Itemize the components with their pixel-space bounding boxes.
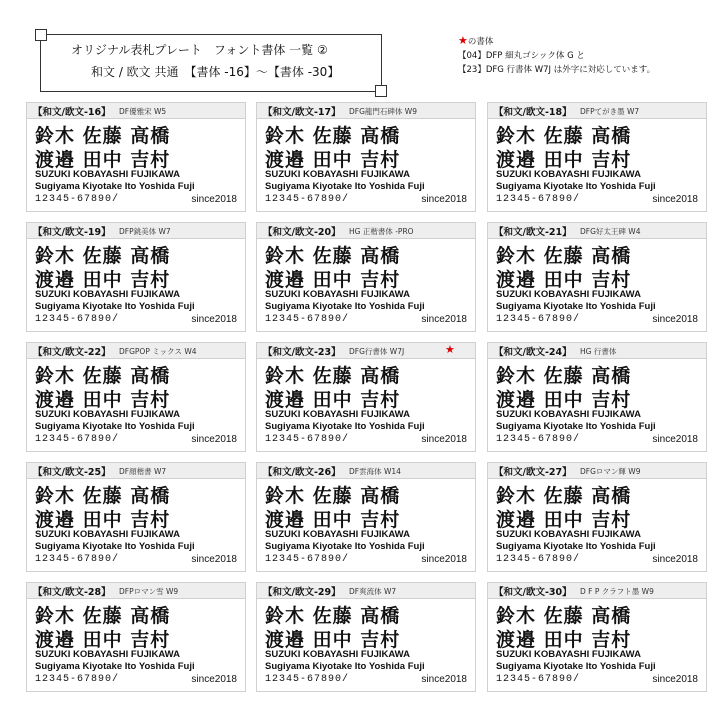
card-header xyxy=(257,103,475,119)
sample-digits: 12345-67890/ xyxy=(265,554,350,565)
sample-digits: 12345-67890/ xyxy=(496,554,581,565)
sample-english-row-1: SUZUKI KOBAYASHI FUJIKAWA xyxy=(35,649,180,660)
sample-english-row-1: SUZUKI KOBAYASHI FUJIKAWA xyxy=(35,409,180,420)
note-heading: の書体 xyxy=(467,37,494,47)
sample-digits: 12345-67890/ xyxy=(35,554,120,565)
sample-kanji-row-1: 鈴木 佐藤 高橋 xyxy=(35,605,171,627)
card-header xyxy=(27,343,245,359)
card-code: 【和文/欧文-24】 xyxy=(494,347,572,358)
page-title: オリジナル表札プレート フォント書体 一覧 ② xyxy=(71,43,328,57)
sample-kanji-row-1: 鈴木 佐藤 高橋 xyxy=(265,485,401,507)
card-header xyxy=(27,583,245,599)
sample-english-row-1: SUZUKI KOBAYASHI FUJIKAWA xyxy=(35,289,180,300)
card-header xyxy=(257,463,475,479)
sample-kanji-row-1: 鈴木 佐藤 高橋 xyxy=(265,365,401,387)
card-font-name: DF顔楷書 W7 xyxy=(119,467,167,476)
sample-english-row-2: Sugiyama Kiyotake Ito Yoshida Fuji xyxy=(35,541,195,552)
font-card xyxy=(256,222,476,332)
sample-kanji-row-1: 鈴木 佐藤 高橋 xyxy=(496,125,632,147)
sample-since: since2018 xyxy=(652,314,698,325)
font-card xyxy=(487,582,707,692)
card-header xyxy=(488,103,706,119)
card-header xyxy=(488,343,706,359)
card-code: 【和文/欧文-20】 xyxy=(263,227,341,238)
sample-kanji-row-2: 渡邉 田中 吉村 xyxy=(496,389,632,411)
font-card xyxy=(256,342,476,452)
sample-english-row-2: Sugiyama Kiyotake Ito Yoshida Fuji xyxy=(265,301,425,312)
sample-since: since2018 xyxy=(421,434,467,445)
sample-digits: 12345-67890/ xyxy=(496,434,581,445)
sample-digits: 12345-67890/ xyxy=(35,674,120,685)
sample-since: since2018 xyxy=(191,554,237,565)
sample-kanji-row-1: 鈴木 佐藤 高橋 xyxy=(265,125,401,147)
card-code: 【和文/欧文-17】 xyxy=(263,107,341,118)
sample-english-row-1: SUZUKI KOBAYASHI FUJIKAWA xyxy=(265,169,410,180)
sample-english-row-2: Sugiyama Kiyotake Ito Yoshida Fuji xyxy=(35,181,195,192)
sample-kanji-row-2: 渡邉 田中 吉村 xyxy=(35,269,171,291)
card-code: 【和文/欧文-25】 xyxy=(33,467,111,478)
sample-english-row-2: Sugiyama Kiyotake Ito Yoshida Fuji xyxy=(496,301,656,312)
sample-english-row-2: Sugiyama Kiyotake Ito Yoshida Fuji xyxy=(496,181,656,192)
sample-kanji-row-1: 鈴木 佐藤 高橋 xyxy=(35,245,171,267)
sample-since: since2018 xyxy=(652,434,698,445)
sample-kanji-row-2: 渡邉 田中 吉村 xyxy=(496,509,632,531)
sample-english-row-1: SUZUKI KOBAYASHI FUJIKAWA xyxy=(496,649,641,660)
font-card xyxy=(256,462,476,572)
sample-english-row-2: Sugiyama Kiyotake Ito Yoshida Fuji xyxy=(496,541,656,552)
sample-english-row-1: SUZUKI KOBAYASHI FUJIKAWA xyxy=(265,649,410,660)
sample-kanji-row-2: 渡邉 田中 吉村 xyxy=(35,149,171,171)
sample-english-row-2: Sugiyama Kiyotake Ito Yoshida Fuji xyxy=(496,421,656,432)
sample-kanji-row-2: 渡邉 田中 吉村 xyxy=(35,389,171,411)
sample-since: since2018 xyxy=(421,674,467,685)
sample-digits: 12345-67890/ xyxy=(35,314,120,325)
font-card xyxy=(487,462,707,572)
sample-english-row-1: SUZUKI KOBAYASHI FUJIKAWA xyxy=(265,529,410,540)
sample-english-row-2: Sugiyama Kiyotake Ito Yoshida Fuji xyxy=(265,661,425,672)
sample-kanji-row-2: 渡邉 田中 吉村 xyxy=(496,149,632,171)
sample-digits: 12345-67890/ xyxy=(265,314,350,325)
sample-english-row-2: Sugiyama Kiyotake Ito Yoshida Fuji xyxy=(35,421,195,432)
card-header xyxy=(27,463,245,479)
sample-english-row-1: SUZUKI KOBAYASHI FUJIKAWA xyxy=(265,409,410,420)
sample-english-row-2: Sugiyama Kiyotake Ito Yoshida Fuji xyxy=(265,181,425,192)
card-font-name: DFP銚美体 W7 xyxy=(119,227,171,236)
sample-english-row-2: Sugiyama Kiyotake Ito Yoshida Fuji xyxy=(496,661,656,672)
card-font-name: HG 正楷書体 -PRO xyxy=(349,227,414,236)
font-card xyxy=(26,222,246,332)
sample-english-row-1: SUZUKI KOBAYASHI FUJIKAWA xyxy=(35,169,180,180)
sample-english-row-1: SUZUKI KOBAYASHI FUJIKAWA xyxy=(265,289,410,300)
card-header xyxy=(27,103,245,119)
sample-english-row-1: SUZUKI KOBAYASHI FUJIKAWA xyxy=(496,289,641,300)
sample-kanji-row-2: 渡邉 田中 吉村 xyxy=(35,629,171,651)
sample-digits: 12345-67890/ xyxy=(265,434,350,445)
sample-kanji-row-1: 鈴木 佐藤 高橋 xyxy=(35,485,171,507)
star-icon: ★ xyxy=(458,34,468,47)
sample-english-row-1: SUZUKI KOBAYASHI FUJIKAWA xyxy=(35,529,180,540)
card-code: 【和文/欧文-27】 xyxy=(494,467,572,478)
card-font-name: D F P クラフト墨 W9 xyxy=(580,587,654,596)
sample-since: since2018 xyxy=(652,554,698,565)
sample-kanji-row-1: 鈴木 佐藤 高橋 xyxy=(496,245,632,267)
sample-since: since2018 xyxy=(421,314,467,325)
card-header xyxy=(27,223,245,239)
card-code: 【和文/欧文-30】 xyxy=(494,587,572,598)
card-font-name: DF雲海体 W14 xyxy=(349,467,401,476)
card-font-name: DFG行書体 W7J xyxy=(349,347,405,356)
sample-english-row-2: Sugiyama Kiyotake Ito Yoshida Fuji xyxy=(35,301,195,312)
sample-english-row-2: Sugiyama Kiyotake Ito Yoshida Fuji xyxy=(265,421,425,432)
card-font-name: DF優雅宋 W5 xyxy=(119,107,167,116)
sample-kanji-row-2: 渡邉 田中 吉村 xyxy=(265,509,401,531)
card-code: 【和文/欧文-22】 xyxy=(33,347,111,358)
sample-digits: 12345-67890/ xyxy=(496,674,581,685)
sample-digits: 12345-67890/ xyxy=(265,194,350,205)
card-code: 【和文/欧文-19】 xyxy=(33,227,111,238)
sample-kanji-row-1: 鈴木 佐藤 高橋 xyxy=(265,605,401,627)
sample-digits: 12345-67890/ xyxy=(35,194,120,205)
sample-since: since2018 xyxy=(652,674,698,685)
sample-kanji-row-2: 渡邉 田中 吉村 xyxy=(265,149,401,171)
sample-kanji-row-1: 鈴木 佐藤 高橋 xyxy=(496,365,632,387)
card-code: 【和文/欧文-21】 xyxy=(494,227,572,238)
sample-english-row-1: SUZUKI KOBAYASHI FUJIKAWA xyxy=(496,409,641,420)
sample-english-row-2: Sugiyama Kiyotake Ito Yoshida Fuji xyxy=(35,661,195,672)
card-header xyxy=(488,463,706,479)
sample-kanji-row-2: 渡邉 田中 吉村 xyxy=(35,509,171,531)
card-font-name: DFG龍門石碑体 W9 xyxy=(349,107,417,116)
note-line-1: 【04】DFP 細丸ゴシック体 G と xyxy=(458,51,585,61)
sample-digits: 12345-67890/ xyxy=(496,194,581,205)
sample-english-row-1: SUZUKI KOBAYASHI FUJIKAWA xyxy=(496,529,641,540)
sample-since: since2018 xyxy=(191,434,237,445)
title-box xyxy=(40,34,382,92)
sample-kanji-row-2: 渡邉 田中 吉村 xyxy=(496,269,632,291)
font-card xyxy=(26,582,246,692)
sample-since: since2018 xyxy=(421,554,467,565)
card-header xyxy=(257,583,475,599)
sample-kanji-row-2: 渡邉 田中 吉村 xyxy=(265,389,401,411)
sample-digits: 12345-67890/ xyxy=(496,314,581,325)
sample-since: since2018 xyxy=(191,194,237,205)
page-subtitle: 和文 / 欧文 共通 【書体 -16】〜【書体 -30】 xyxy=(91,65,340,79)
card-code: 【和文/欧文-16】 xyxy=(33,107,111,118)
sample-kanji-row-1: 鈴木 佐藤 高橋 xyxy=(496,485,632,507)
sample-kanji-row-1: 鈴木 佐藤 高橋 xyxy=(35,125,171,147)
card-font-name: DFGPOP ミックス W4 xyxy=(119,347,197,356)
font-card xyxy=(487,342,707,452)
sample-since: since2018 xyxy=(191,314,237,325)
sample-digits: 12345-67890/ xyxy=(35,434,120,445)
card-font-name: DFG好太王碑 W4 xyxy=(580,227,641,236)
card-header xyxy=(488,583,706,599)
note-line-2: 【23】DFG 行書体 W7J は外字に対応しています。 xyxy=(458,65,656,75)
sample-kanji-row-2: 渡邉 田中 吉村 xyxy=(265,629,401,651)
font-card xyxy=(487,222,707,332)
card-code: 【和文/欧文-23】 xyxy=(263,347,341,358)
sample-kanji-row-2: 渡邉 田中 吉村 xyxy=(265,269,401,291)
card-font-name: HG 行書体 xyxy=(580,347,617,356)
sample-since: since2018 xyxy=(191,674,237,685)
font-card xyxy=(256,102,476,212)
card-font-name: DFPてがき墨 W7 xyxy=(580,107,640,116)
sample-kanji-row-1: 鈴木 佐藤 高橋 xyxy=(35,365,171,387)
card-code: 【和文/欧文-28】 xyxy=(33,587,111,598)
sample-kanji-row-1: 鈴木 佐藤 高橋 xyxy=(265,245,401,267)
sample-kanji-row-1: 鈴木 佐藤 高橋 xyxy=(496,605,632,627)
card-code: 【和文/欧文-29】 xyxy=(263,587,341,598)
card-header xyxy=(488,223,706,239)
card-font-name: DFPロマン雪 W9 xyxy=(119,587,179,596)
font-card xyxy=(487,102,707,212)
sample-english-row-2: Sugiyama Kiyotake Ito Yoshida Fuji xyxy=(265,541,425,552)
sample-english-row-1: SUZUKI KOBAYASHI FUJIKAWA xyxy=(496,169,641,180)
star-icon: ★ xyxy=(445,343,455,356)
sample-since: since2018 xyxy=(421,194,467,205)
card-header xyxy=(257,343,475,359)
sample-since: since2018 xyxy=(652,194,698,205)
font-card xyxy=(26,102,246,212)
card-header xyxy=(257,223,475,239)
font-card xyxy=(256,582,476,692)
sample-digits: 12345-67890/ xyxy=(265,674,350,685)
sample-kanji-row-2: 渡邉 田中 吉村 xyxy=(496,629,632,651)
font-card xyxy=(26,462,246,572)
card-code: 【和文/欧文-18】 xyxy=(494,107,572,118)
card-font-name: DF爽流体 W7 xyxy=(349,587,397,596)
font-card xyxy=(26,342,246,452)
card-code: 【和文/欧文-26】 xyxy=(263,467,341,478)
card-font-name: DFGロマン輝 W9 xyxy=(580,467,641,476)
note xyxy=(458,34,655,77)
